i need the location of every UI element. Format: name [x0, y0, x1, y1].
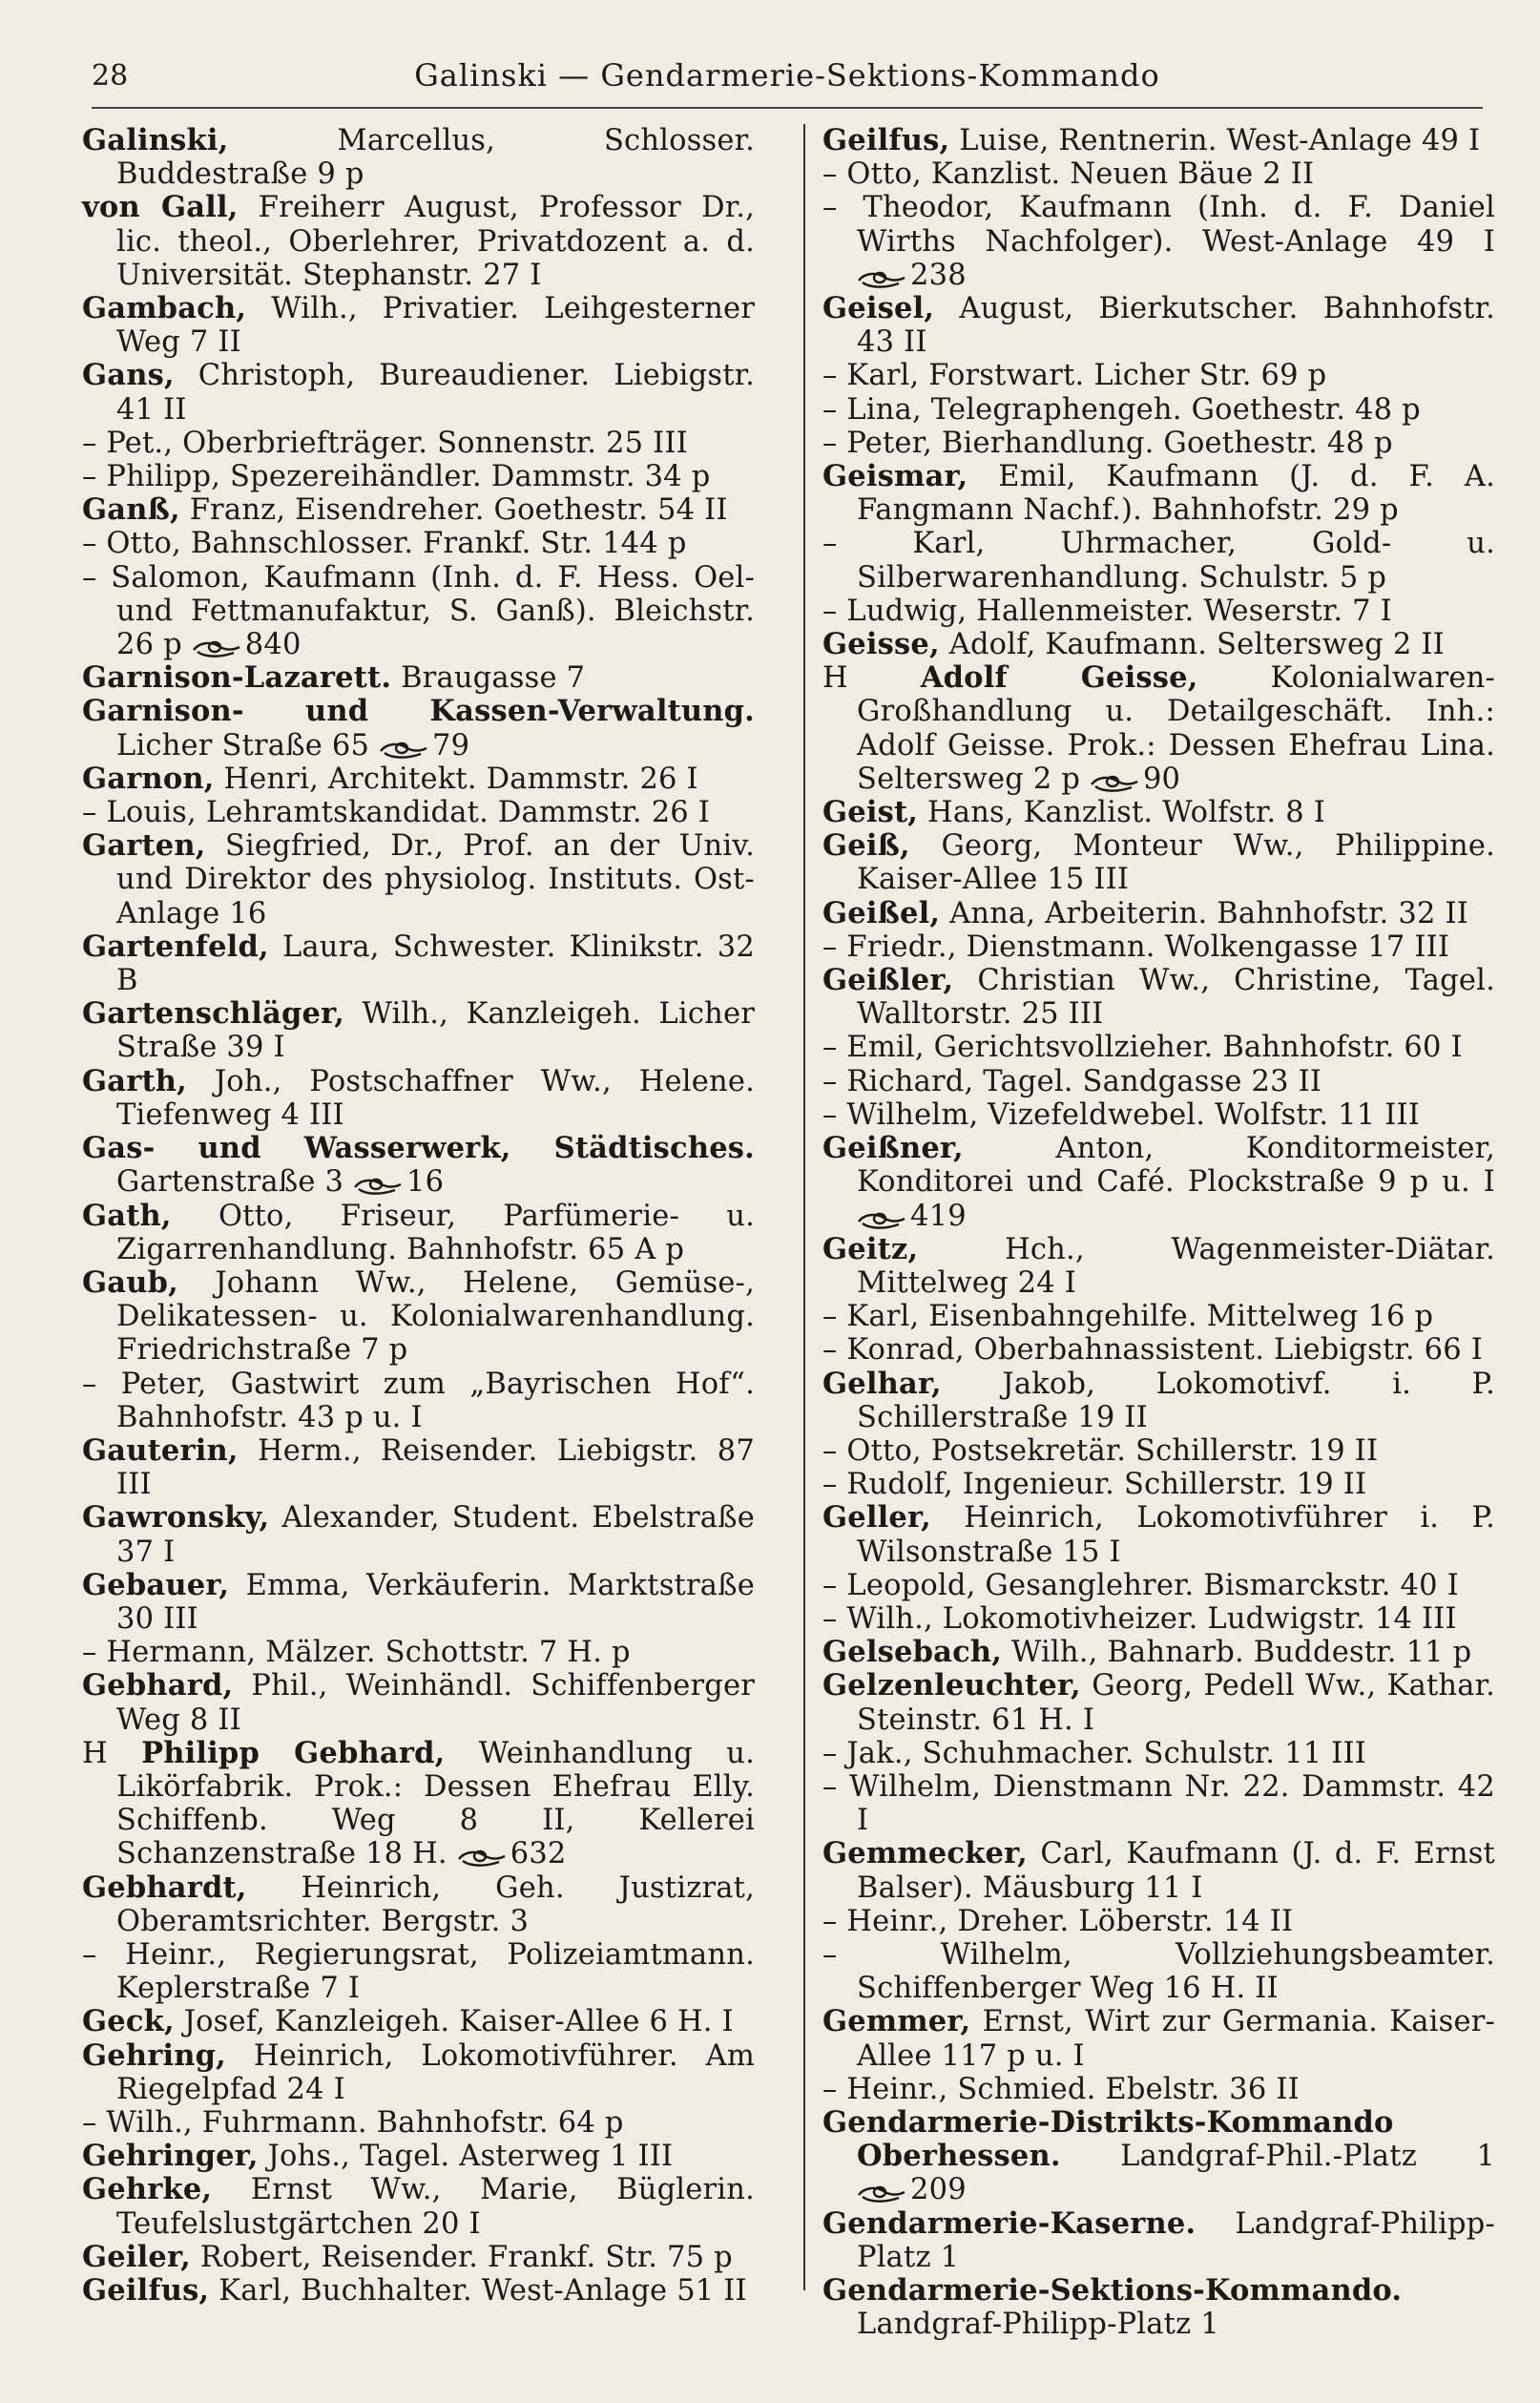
- entry-name: Geitz,: [822, 1231, 919, 1266]
- entry-details: Joh., Postschaffner Ww., Helene. Tiefenweg 4 III: [116, 1064, 755, 1132]
- directory-entry: [82, 2106, 755, 2140]
- entry-details: Siegfried, Dr., Prof. an der Univ. und Direktor des physiolog. Instituts. Ost-Anlage 16: [116, 829, 755, 930]
- entry-details: August, Bierkutscher. Bahnhofstr. 43 II: [857, 292, 1495, 360]
- entry-name: Gebhard,: [82, 1668, 234, 1703]
- directory-entry: [822, 2207, 1495, 2274]
- entry-name: Gas- und Wasserwerk, Städtisches.: [82, 1131, 755, 1166]
- entry-name: –: [82, 2105, 97, 2140]
- telephone-number-text: 419: [910, 1199, 967, 1233]
- entry-name: Gans,: [82, 358, 175, 393]
- entry-name: Gartenfeld,: [82, 929, 269, 964]
- entry-name: Geller,: [822, 1500, 931, 1536]
- entry-name: –: [822, 594, 838, 628]
- directory-entry: [82, 292, 755, 359]
- directory-entry: [822, 427, 1495, 460]
- entry-details: Laura, Schwester. Klinikstr. 32 B: [116, 930, 755, 998]
- entry-name: von Gall,: [82, 190, 239, 225]
- directory-entry: [82, 1871, 755, 1938]
- entry-details: Rudolf, Ingenieur. Schillerstr. 19 II: [846, 1468, 1367, 1502]
- entry-name: Geisel,: [822, 291, 935, 326]
- entry-details: Wilh., Kanzleigeh. Licher Straße 39 I: [116, 997, 755, 1065]
- directory-entry: [822, 796, 1495, 829]
- entry-details: Heinrich, Lokomotivführer i. P. Wilsonstraße 15 I: [857, 1501, 1495, 1569]
- entry-name: Geist,: [822, 795, 919, 830]
- directory-entry: [82, 763, 755, 796]
- telephone-icon: [1090, 773, 1139, 794]
- directory-entry: [822, 1368, 1495, 1434]
- column-divider: [803, 124, 805, 2290]
- directory-entry: [82, 2274, 755, 2308]
- entry-details: Louis, Lehramtskandidat. Dammstr. 26 I: [106, 796, 711, 830]
- entry-details: Phil., Weinhändl. Schiffenberger Weg 8 II: [116, 1669, 755, 1737]
- directory-entry: [822, 661, 1495, 796]
- entry-details: Karl, Uhrmacher, Gold- u. Silberwarenhandlung. Schulstr. 5 p: [857, 527, 1496, 595]
- entry-details: Jak., Schuhmacher. Schulstr. 11 III: [846, 1736, 1366, 1770]
- entry-details: Christoph, Bureaudiener. Liebigstr. 41 II: [116, 359, 755, 427]
- directory-entry: [822, 460, 1495, 527]
- telephone-number-text: 90: [1142, 762, 1181, 796]
- entry-name: –: [82, 426, 97, 460]
- entry-details: Otto, Postsekretär. Schillerstr. 19 II: [846, 1433, 1379, 1468]
- entry-name: Garten,: [82, 828, 206, 864]
- directory-entry: [822, 393, 1495, 427]
- directory-entry: [82, 2039, 755, 2106]
- entry-name: Geißel,: [822, 895, 941, 930]
- directory-entry: [82, 661, 755, 695]
- entry-details: Emma, Verkäuferin. Marktstraße 30 III: [116, 1568, 755, 1636]
- directory-entry: [822, 1132, 1495, 1233]
- entry-details: Peter, Bierhandlung. Goethestr. 48 p: [846, 426, 1393, 460]
- telephone-number-text: 16: [406, 1165, 445, 1200]
- left-column: [82, 124, 755, 2308]
- directory-entry: [822, 1905, 1495, 1938]
- entry-name: Garnon,: [82, 761, 215, 796]
- telephone-icon: [457, 1848, 507, 1869]
- firm-name: Adolf Geisse,: [920, 660, 1198, 696]
- telephone-number: [857, 1200, 967, 1233]
- directory-entry: [82, 561, 755, 662]
- entry-details: Landgraf-Philipp-Platz 1: [857, 2206, 1495, 2274]
- entry-name: –: [822, 1769, 838, 1804]
- entry-name: H: [82, 1736, 108, 1770]
- entry-details: Anton, Konditormeister, Konditorei und Café. Plockstraße 9 p u. I: [857, 1132, 1495, 1200]
- entry-details: Wilh., Bahnarb. Buddestr. 11 p: [1010, 1636, 1472, 1670]
- entry-details: Freiherr August, Professor Dr., lic. theol., Oberlehrer, Privatdozent a. d. Universität. Stephanstr. 27 I: [116, 191, 755, 292]
- entry-name: Gelzenleuchter,: [822, 1668, 1081, 1703]
- entry-details: Braugasse 7: [401, 661, 586, 696]
- entry-name: Gehring,: [82, 2037, 227, 2073]
- entry-name: –: [822, 359, 838, 393]
- directory-entry: [822, 829, 1495, 896]
- directory-entry: [822, 1938, 1495, 2005]
- entry-name: –: [822, 1601, 838, 1636]
- directory-entry: [822, 191, 1495, 292]
- entry-details: Emil, Gerichtsvollzieher. Bahnhofstr. 60 I: [846, 1031, 1463, 1065]
- entry-details: Leopold, Gesanglehrer. Bismarckstr. 40 I: [846, 1568, 1459, 1602]
- directory-entry: [82, 1938, 755, 2005]
- entry-details: Lina, Telegraphengeh. Goethestr. 48 p: [846, 392, 1421, 427]
- entry-name: Gendarmerie-Distrikts-Kommando Oberhessen.: [822, 2104, 1394, 2174]
- directory-entry: [82, 527, 755, 560]
- entry-name: Gawronsky,: [82, 1500, 270, 1536]
- directory-entry: [822, 1837, 1495, 1904]
- entry-name: –: [82, 527, 97, 561]
- directory-entry: [822, 1031, 1495, 1064]
- directory-entry: [822, 2274, 1495, 2341]
- entry-name: –: [82, 796, 97, 830]
- directory-entry: [82, 1266, 755, 1368]
- directory-entry: [82, 997, 755, 1064]
- entry-name: –: [82, 460, 97, 494]
- entry-name: Geißner,: [822, 1131, 964, 1166]
- entry-details: Konrad, Oberbahnassistent. Liebigstr. 66 I: [846, 1333, 1483, 1368]
- entry-details: Wilhelm, Vollziehungsbeamter. Schiffenberger Weg 16 H. II: [857, 1937, 1495, 2006]
- directory-entry: [82, 930, 755, 997]
- directory-entry: [82, 124, 755, 191]
- telephone-icon: [857, 269, 906, 290]
- directory-entry: [82, 829, 755, 930]
- directory-entry: [82, 493, 755, 527]
- entry-name: Geißler,: [822, 963, 954, 998]
- entry-details: Theodor, Kaufmann (Inh. d. F. Daniel Wirths Nachfolger). West-Anlage 49 I: [857, 191, 1495, 259]
- directory-entry: [822, 1501, 1495, 1568]
- directory-entry: [822, 1233, 1495, 1300]
- entry-details: Landgraf-Phil.-Platz 1: [1120, 2140, 1495, 2174]
- entry-name: Garnison-Lazarett.: [82, 660, 392, 696]
- directory-entry: [82, 359, 755, 426]
- directory-entry: [822, 1300, 1495, 1333]
- entry-details: Karl, Eisenbahngehilfe. Mittelweg 16 p: [846, 1300, 1434, 1334]
- entry-name: –: [822, 1937, 838, 1972]
- directory-entry: [822, 1434, 1495, 1468]
- entry-details: Kolonialwaren-Großhandlung u. Detailgeschäft. Inh.: Adolf Geisse. Prok.: Dessen Ehefrau Lina. Seltersweg 2 p: [857, 661, 1495, 796]
- entry-name: Garnison- und Kassen-Verwaltung.: [82, 694, 755, 729]
- entry-name: –: [822, 1333, 838, 1368]
- entry-name: Geck,: [82, 2004, 175, 2039]
- entry-details: Hans, Kanzlist. Wolfstr. 8 I: [927, 796, 1325, 830]
- entry-name: –: [822, 1300, 838, 1334]
- entry-name: Ganß,: [82, 492, 180, 528]
- page-header: [92, 53, 1483, 109]
- entry-name: –: [822, 191, 838, 225]
- telephone-number-text: 840: [244, 628, 302, 662]
- entry-name: Geiß,: [822, 828, 910, 864]
- directory-entry: [822, 359, 1495, 392]
- directory-entry: [822, 1636, 1495, 1669]
- entry-name: –: [822, 1904, 838, 1938]
- directory-entry: [822, 1602, 1495, 1636]
- entry-name: –: [82, 1937, 97, 1972]
- directory-entry: [82, 796, 755, 829]
- entry-details: Hermann, Mälzer. Schottstr. 7 H. p: [106, 1636, 631, 1670]
- entry-name: –: [822, 1031, 838, 1065]
- entry-details: Heinr., Schmied. Ebelstr. 36 II: [846, 2072, 1300, 2106]
- directory-entry: [82, 2140, 755, 2173]
- entry-name: Gelsebach,: [822, 1635, 1003, 1670]
- entry-details: Franz, Eisendreher. Goethestr. 54 II: [189, 493, 728, 528]
- entry-details: Otto, Bahnschlosser. Frankf. Str. 144 p: [106, 527, 687, 561]
- telephone-number: [457, 1837, 567, 1870]
- entry-details: Heinr., Dreher. Löberstr. 14 II: [846, 1904, 1294, 1938]
- directory-entry: [822, 124, 1495, 157]
- telephone-number: [857, 2173, 967, 2206]
- directory-entry: [822, 1569, 1495, 1602]
- entry-name: –: [822, 157, 838, 192]
- entry-name: –: [822, 392, 838, 427]
- directory-entry: [822, 2073, 1495, 2106]
- telephone-number: [857, 259, 967, 292]
- entry-name: Geisse,: [822, 627, 940, 662]
- entry-name: Gambach,: [82, 291, 247, 326]
- entry-name: Galinski,: [82, 123, 229, 157]
- entry-name: Gaub,: [82, 1264, 178, 1300]
- entry-details: Georg, Monteur Ww., Philippine. Kaiser-Allee 15 III: [857, 829, 1495, 897]
- entry-name: –: [822, 527, 838, 561]
- directory-entry: [82, 2005, 755, 2038]
- entry-details: Josef, Kanzleigeh. Kaiser-Allee 6 H. I: [183, 2005, 734, 2039]
- directory-entry: [82, 1132, 755, 1199]
- entry-details: Johs., Tagel. Asterweg 1 III: [267, 2140, 674, 2174]
- entry-details: Peter, Gastwirt zum „Bayrischen Hof“. Bahnhofstr. 43 p u. I: [116, 1367, 755, 1434]
- entry-details: Otto, Kanzlist. Neuen Bäue 2 II: [846, 157, 1315, 192]
- directory-entry: [822, 595, 1495, 628]
- entry-name: Gebauer,: [82, 1567, 230, 1602]
- entry-details: Adolf, Kaufmann. Seltersweg 2 II: [948, 628, 1445, 662]
- directory-entry: [82, 1200, 755, 1266]
- entry-details: Wilh., Fuhrmann. Bahnhofstr. 64 p: [106, 2105, 624, 2140]
- page-number: 28: [92, 59, 129, 93]
- entry-details: Christian Ww., Christine, Tagel. Walltorstr. 25 III: [857, 964, 1495, 1032]
- entry-details: Otto, Friseur, Parfümerie- u. Zigarrenhandlung. Bahnhofstr. 65 A p: [116, 1199, 755, 1266]
- entry-details: Gartenstraße 3: [116, 1165, 344, 1200]
- firm-name: Philipp Gebhard,: [141, 1735, 446, 1770]
- entry-name: H: [822, 661, 848, 696]
- running-head: Galinski — Gendarmerie-Sektions-Kommando: [414, 57, 1160, 94]
- entry-details: Hch., Wagenmeister-Diätar. Mittelweg 24 I: [857, 1232, 1495, 1300]
- directory-entry: [82, 2241, 755, 2274]
- entry-name: Gemmer,: [822, 2004, 971, 2039]
- entry-details: Wilh., Privatier. Leihgesterner Weg 7 II: [116, 292, 755, 360]
- entry-details: Ernst Ww., Marie, Büglerin. Teufelslustgärtchen 20 I: [116, 2173, 755, 2241]
- entry-name: –: [822, 1064, 838, 1098]
- entry-details: Jakob, Lokomotivf. i. P. Schillerstraße 19 II: [857, 1367, 1495, 1434]
- directory-entry: [822, 1468, 1495, 1501]
- entry-name: Geiler,: [82, 2239, 191, 2274]
- entry-details: Heinrich, Lokomotivführer. Am Riegelpfad 24 I: [116, 2038, 755, 2106]
- entry-name: –: [82, 1367, 97, 1401]
- entry-name: Gath,: [82, 1198, 172, 1233]
- directory-entry: [822, 2106, 1495, 2207]
- entry-name: Gartenschläger,: [82, 996, 345, 1032]
- directory-entry: [82, 1501, 755, 1568]
- entry-details: Karl, Forstwart. Licher Str. 69 p: [846, 359, 1327, 393]
- entry-details: Ludwig, Hallenmeister. Weserstr. 7 I: [846, 594, 1392, 628]
- entry-details: Emil, Kaufmann (J. d. F. A. Fangmann Nachf.). Bahnhofstr. 29 p: [857, 460, 1495, 528]
- entry-details: Anna, Arbeiterin. Bahnhofstr. 32 II: [949, 896, 1468, 930]
- telephone-number: [192, 628, 302, 661]
- entry-details: Richard, Tagel. Sandgasse 23 II: [846, 1064, 1322, 1098]
- directory-entry: [822, 1333, 1495, 1367]
- telephone-number-text: 79: [432, 728, 470, 763]
- entry-details: Pet., Oberbriefträger. Sonnenstr. 25 III: [106, 426, 688, 460]
- directory-entry: [822, 292, 1495, 359]
- directory-entry: [822, 1065, 1495, 1098]
- directory-entry: [822, 628, 1495, 661]
- entry-details: Wilhelm, Vizefeldwebel. Wolfstr. 11 III: [846, 1097, 1420, 1132]
- entry-name: Gauterin,: [82, 1432, 239, 1468]
- directory-entry: [822, 1737, 1495, 1770]
- directory-entry: [822, 2005, 1495, 2072]
- entry-name: Garth,: [82, 1063, 187, 1098]
- entry-details: Georg, Pedell Ww., Kathar. Steinstr. 61 H. I: [857, 1669, 1495, 1737]
- directory-entry: [822, 1669, 1495, 1736]
- entry-name: Gehringer,: [82, 2139, 259, 2174]
- entry-details: Heinr., Regierungsrat, Polizeiamtmann. Keplerstraße 7 I: [116, 1937, 755, 2006]
- entry-name: Gelhar,: [822, 1366, 942, 1401]
- entry-details: Wilh., Lokomotivheizer. Ludwigstr. 14 III: [846, 1601, 1457, 1636]
- entry-name: –: [822, 1468, 838, 1502]
- entry-name: Geilfus,: [822, 123, 950, 157]
- entry-name: –: [822, 426, 838, 460]
- entry-details: Licher Straße 65: [116, 728, 370, 763]
- entry-name: Gendarmerie-Kaserne.: [822, 2205, 1197, 2241]
- entry-details: Wilhelm, Dienstmann Nr. 22. Dammstr. 42 I: [849, 1769, 1495, 1838]
- entry-details: Heinrich, Geh. Justizrat, Oberamtsrichter. Bergstr. 3: [116, 1870, 755, 1938]
- right-column: [822, 124, 1495, 2341]
- entry-name: –: [822, 1097, 838, 1132]
- entry-name: –: [822, 2072, 838, 2106]
- directory-entry: [82, 460, 755, 493]
- directory-entry: [822, 527, 1495, 594]
- directory-entry: [822, 157, 1495, 191]
- entry-name: –: [822, 1433, 838, 1468]
- directory-entry: [82, 1669, 755, 1736]
- entry-name: –: [82, 1636, 97, 1670]
- entry-name: Gemmecker,: [822, 1836, 1028, 1871]
- entry-name: Geilfus,: [82, 2273, 210, 2308]
- telephone-icon: [379, 740, 428, 761]
- directory-entry: [822, 930, 1495, 964]
- entry-name: –: [822, 930, 838, 964]
- entry-name: Gebhardt,: [82, 1870, 247, 1905]
- telephone-number: [353, 1165, 444, 1199]
- directory-entry: [822, 1770, 1495, 1837]
- telephone-number-text: 238: [910, 258, 967, 292]
- entry-name: –: [822, 1568, 838, 1602]
- directory-entry: [822, 897, 1495, 930]
- entry-details: Landgraf-Philipp-Platz 1: [857, 2308, 1219, 2342]
- telephone-number-text: 209: [910, 2173, 967, 2207]
- entry-details: Weinhandlung u. Likörfabrik. Prok.: Dessen Ehefrau Elly. Schiffenb. Weg 8 II, Kellerei Schanzenstraße 18 H.: [116, 1736, 755, 1871]
- entry-name: –: [82, 560, 97, 595]
- telephone-icon: [857, 1210, 906, 1231]
- directory-entry: [822, 1098, 1495, 1132]
- directory-entry: [82, 2173, 755, 2240]
- entry-details: Luise, Rentnerin. West-Anlage 49 I: [959, 124, 1481, 157]
- entry-name: Geismar,: [822, 459, 968, 494]
- directory-entry: [82, 1065, 755, 1132]
- entry-details: Philipp, Spezereihändler. Dammstr. 34 p: [106, 460, 711, 494]
- entry-details: Herm., Reisender. Liebigstr. 87 III: [116, 1433, 755, 1502]
- entry-details: Johann Ww., Helene, Gemüse-, Delikatessen- u. Kolonialwarenhandlung. Friedrichstraße 7 p: [116, 1265, 755, 1368]
- directory-entry: [82, 1569, 755, 1636]
- telephone-number-text: 632: [510, 1837, 567, 1871]
- telephone-number: [379, 729, 469, 763]
- directory-entry: [82, 1368, 755, 1434]
- directory-entry: [82, 695, 755, 762]
- directory-entry: [82, 1636, 755, 1669]
- directory-entry: [82, 191, 755, 292]
- entry-details: Robert, Reisender. Frankf. Str. 75 p: [199, 2240, 733, 2274]
- directory-entry: [82, 427, 755, 460]
- entry-name: –: [822, 1736, 838, 1770]
- telephone-icon: [857, 2184, 906, 2204]
- telephone-number: [1090, 763, 1180, 796]
- directory-entry: [82, 1737, 755, 1871]
- entry-details: Marcellus, Schlosser. Buddestraße 9 p: [116, 124, 755, 192]
- entry-name: Gehrke,: [82, 2172, 213, 2207]
- entry-name: Gendarmerie-Sektions-Kommando.: [822, 2273, 1403, 2308]
- entry-details: Salomon, Kaufmann (Inh. d. F. Hess. Oel- und Fettmanufaktur, S. Ganß). Bleichstr. 26 p: [111, 560, 755, 662]
- entry-details: Ernst, Wirt zur Germania. Kaiser-Allee 117 p u. I: [857, 2005, 1495, 2073]
- telephone-icon: [192, 638, 241, 659]
- entry-details: Henri, Architekt. Dammstr. 26 I: [223, 762, 698, 796]
- directory-entry: [82, 1434, 755, 1501]
- directory-entry: [822, 964, 1495, 1031]
- telephone-icon: [353, 1176, 403, 1197]
- entry-details: Alexander, Student. Ebelstraße 37 I: [116, 1501, 755, 1569]
- entry-details: Friedr., Dienstmann. Wolkengasse 17 III: [846, 930, 1450, 964]
- entry-details: Karl, Buchhalter. West-Anlage 51 II: [219, 2274, 747, 2308]
- entry-details: Carl, Kaufmann (J. d. F. Ernst Balser). Mäusburg 11 I: [857, 1837, 1495, 1905]
